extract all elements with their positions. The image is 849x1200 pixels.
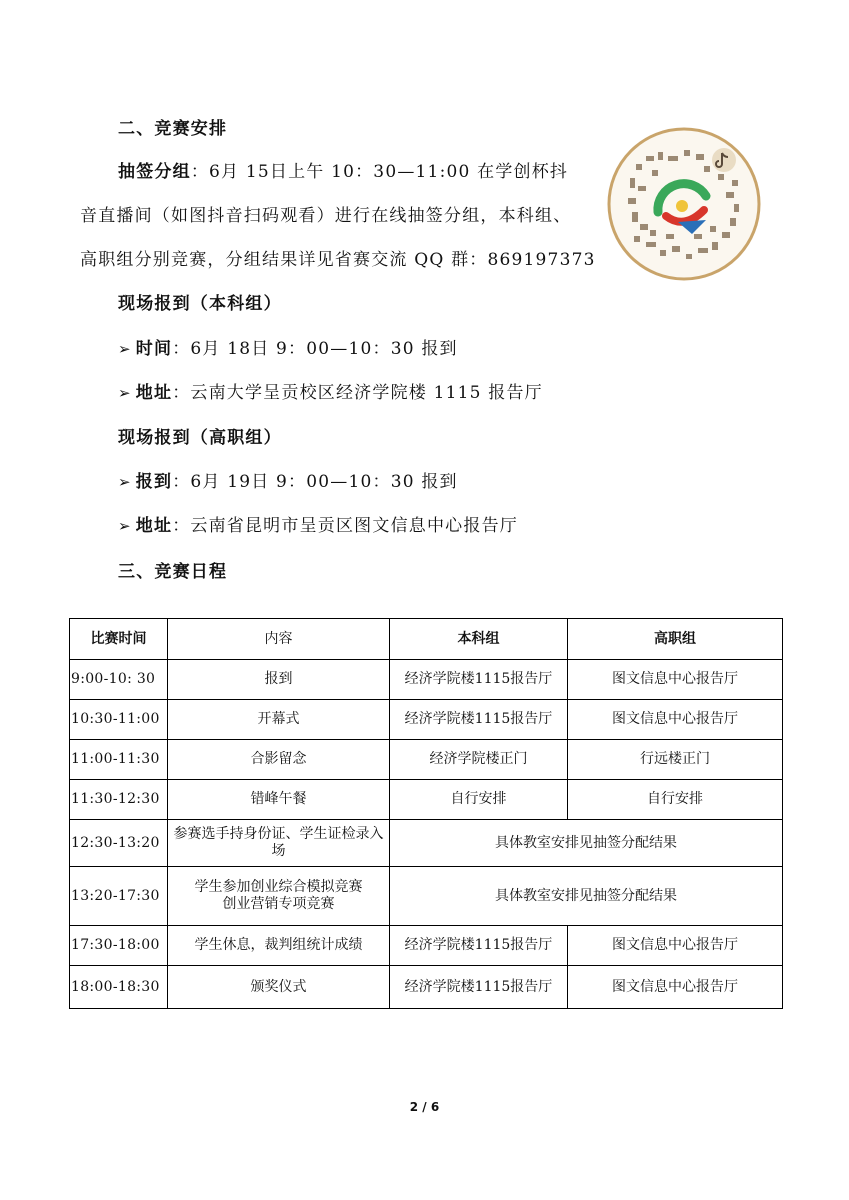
table-header-row bbox=[70, 619, 783, 660]
page-number: 2 / 6 bbox=[409, 1100, 440, 1114]
undergrad-time-label: 时间 bbox=[135, 339, 173, 359]
row-content: 合影留念 bbox=[168, 740, 390, 780]
table-row bbox=[70, 660, 783, 700]
row-content: 错峰午餐 bbox=[168, 780, 390, 820]
undergrad-time-line bbox=[118, 334, 458, 359]
row-time: 12:30-13:20 bbox=[70, 820, 168, 867]
draw-label: 抽签分组 bbox=[118, 162, 191, 182]
row-time: 17:30-18:00 bbox=[70, 926, 168, 966]
row-time: 13:20-17:30 bbox=[70, 867, 168, 926]
row-merged-location: 具体教室安排见抽签分配结果 bbox=[390, 820, 783, 867]
header-undergrad: 本科组 bbox=[390, 619, 568, 660]
row-undergrad: 经济学院楼1115报告厅 bbox=[390, 926, 568, 966]
row-vocational: 图文信息中心报告厅 bbox=[568, 660, 783, 700]
undergrad-addr-line bbox=[118, 378, 543, 403]
voc-time-line bbox=[118, 467, 458, 492]
voc-checkin-heading: 现场报到（高职组） bbox=[118, 428, 282, 448]
table-row bbox=[70, 867, 783, 926]
row-merged-location: 具体教室安排见抽签分配结果 bbox=[390, 867, 783, 926]
row-content: 学生休息，裁判组统计成绩 bbox=[168, 926, 390, 966]
row-undergrad: 经济学院楼1115报告厅 bbox=[390, 700, 568, 740]
voc-time-value: ：6月 19日 9：00—10：30 报到 bbox=[172, 472, 458, 492]
table-row bbox=[70, 740, 783, 780]
row-content-line-2: 创业营销专项竞赛 bbox=[222, 896, 335, 912]
draw-text-1: ：6月 15日上午 10：30—11:00 在学创杯抖 bbox=[190, 162, 569, 182]
row-time: 10:30-11:00 bbox=[70, 700, 168, 740]
header-vocational: 高职组 bbox=[568, 619, 783, 660]
table-row bbox=[70, 820, 783, 867]
row-vocational: 图文信息中心报告厅 bbox=[568, 926, 783, 966]
voc-time-label: 报到 bbox=[135, 472, 173, 492]
draw-line-3: 高职组分别竞赛，分组结果详见省赛交流 QQ 群：869197373 bbox=[80, 250, 596, 270]
voc-addr-label: 地址 bbox=[135, 516, 173, 536]
undergrad-checkin-heading: 现场报到（本科组） bbox=[118, 294, 282, 314]
row-vocational: 自行安排 bbox=[568, 780, 783, 820]
draw-line-1 bbox=[118, 157, 568, 182]
row-undergrad: 经济学院楼1115报告厅 bbox=[390, 660, 568, 700]
row-undergrad: 自行安排 bbox=[390, 780, 568, 820]
row-content: 参赛选手持身份证、学生证检录入场 bbox=[168, 820, 390, 867]
voc-addr-line bbox=[118, 511, 518, 536]
row-time: 11:00-11:30 bbox=[70, 740, 168, 780]
undergrad-time-value: ：6月 18日 9：00—10：30 报到 bbox=[172, 339, 458, 359]
row-undergrad: 经济学院楼正门 bbox=[390, 740, 568, 780]
row-content: 颁奖仪式 bbox=[168, 966, 390, 1009]
row-time: 9:00-10: 30 bbox=[70, 660, 168, 700]
arrow-bullet-icon: ➢ bbox=[118, 340, 132, 358]
row-content: 报到 bbox=[168, 660, 390, 700]
header-content: 内容 bbox=[168, 619, 390, 660]
row-content-line-1: 学生参加创业综合模拟竞赛 bbox=[194, 879, 363, 895]
douyin-qr-code-icon bbox=[606, 126, 762, 282]
voc-addr-value: ：云南省昆明市呈贡区图文信息中心报告厅 bbox=[172, 516, 518, 536]
table-row bbox=[70, 966, 783, 1009]
row-time: 11:30-12:30 bbox=[70, 780, 168, 820]
arrow-bullet-icon: ➢ bbox=[118, 473, 132, 491]
section-3-heading: 三、竞赛日程 bbox=[118, 562, 228, 582]
row-vocational: 图文信息中心报告厅 bbox=[568, 700, 783, 740]
table-row bbox=[70, 926, 783, 966]
row-content bbox=[168, 867, 390, 926]
section-2-heading: 二、竞赛安排 bbox=[118, 119, 228, 139]
header-time: 比赛时间 bbox=[70, 619, 168, 660]
row-undergrad: 经济学院楼1115报告厅 bbox=[390, 966, 568, 1009]
undergrad-addr-label: 地址 bbox=[135, 383, 173, 403]
row-vocational: 图文信息中心报告厅 bbox=[568, 966, 783, 1009]
schedule-table bbox=[69, 618, 783, 1009]
row-content: 开幕式 bbox=[168, 700, 390, 740]
table-row bbox=[70, 780, 783, 820]
undergrad-addr-value: ：云南大学呈贡校区经济学院楼 1115 报告厅 bbox=[172, 383, 543, 403]
row-vocational: 行远楼正门 bbox=[568, 740, 783, 780]
arrow-bullet-icon: ➢ bbox=[118, 384, 132, 402]
row-time: 18:00-18:30 bbox=[70, 966, 168, 1009]
arrow-bullet-icon: ➢ bbox=[118, 517, 132, 535]
table-row bbox=[70, 700, 783, 740]
draw-line-2: 音直播间（如图抖音扫码观看）进行在线抽签分组，本科组、 bbox=[80, 206, 572, 226]
